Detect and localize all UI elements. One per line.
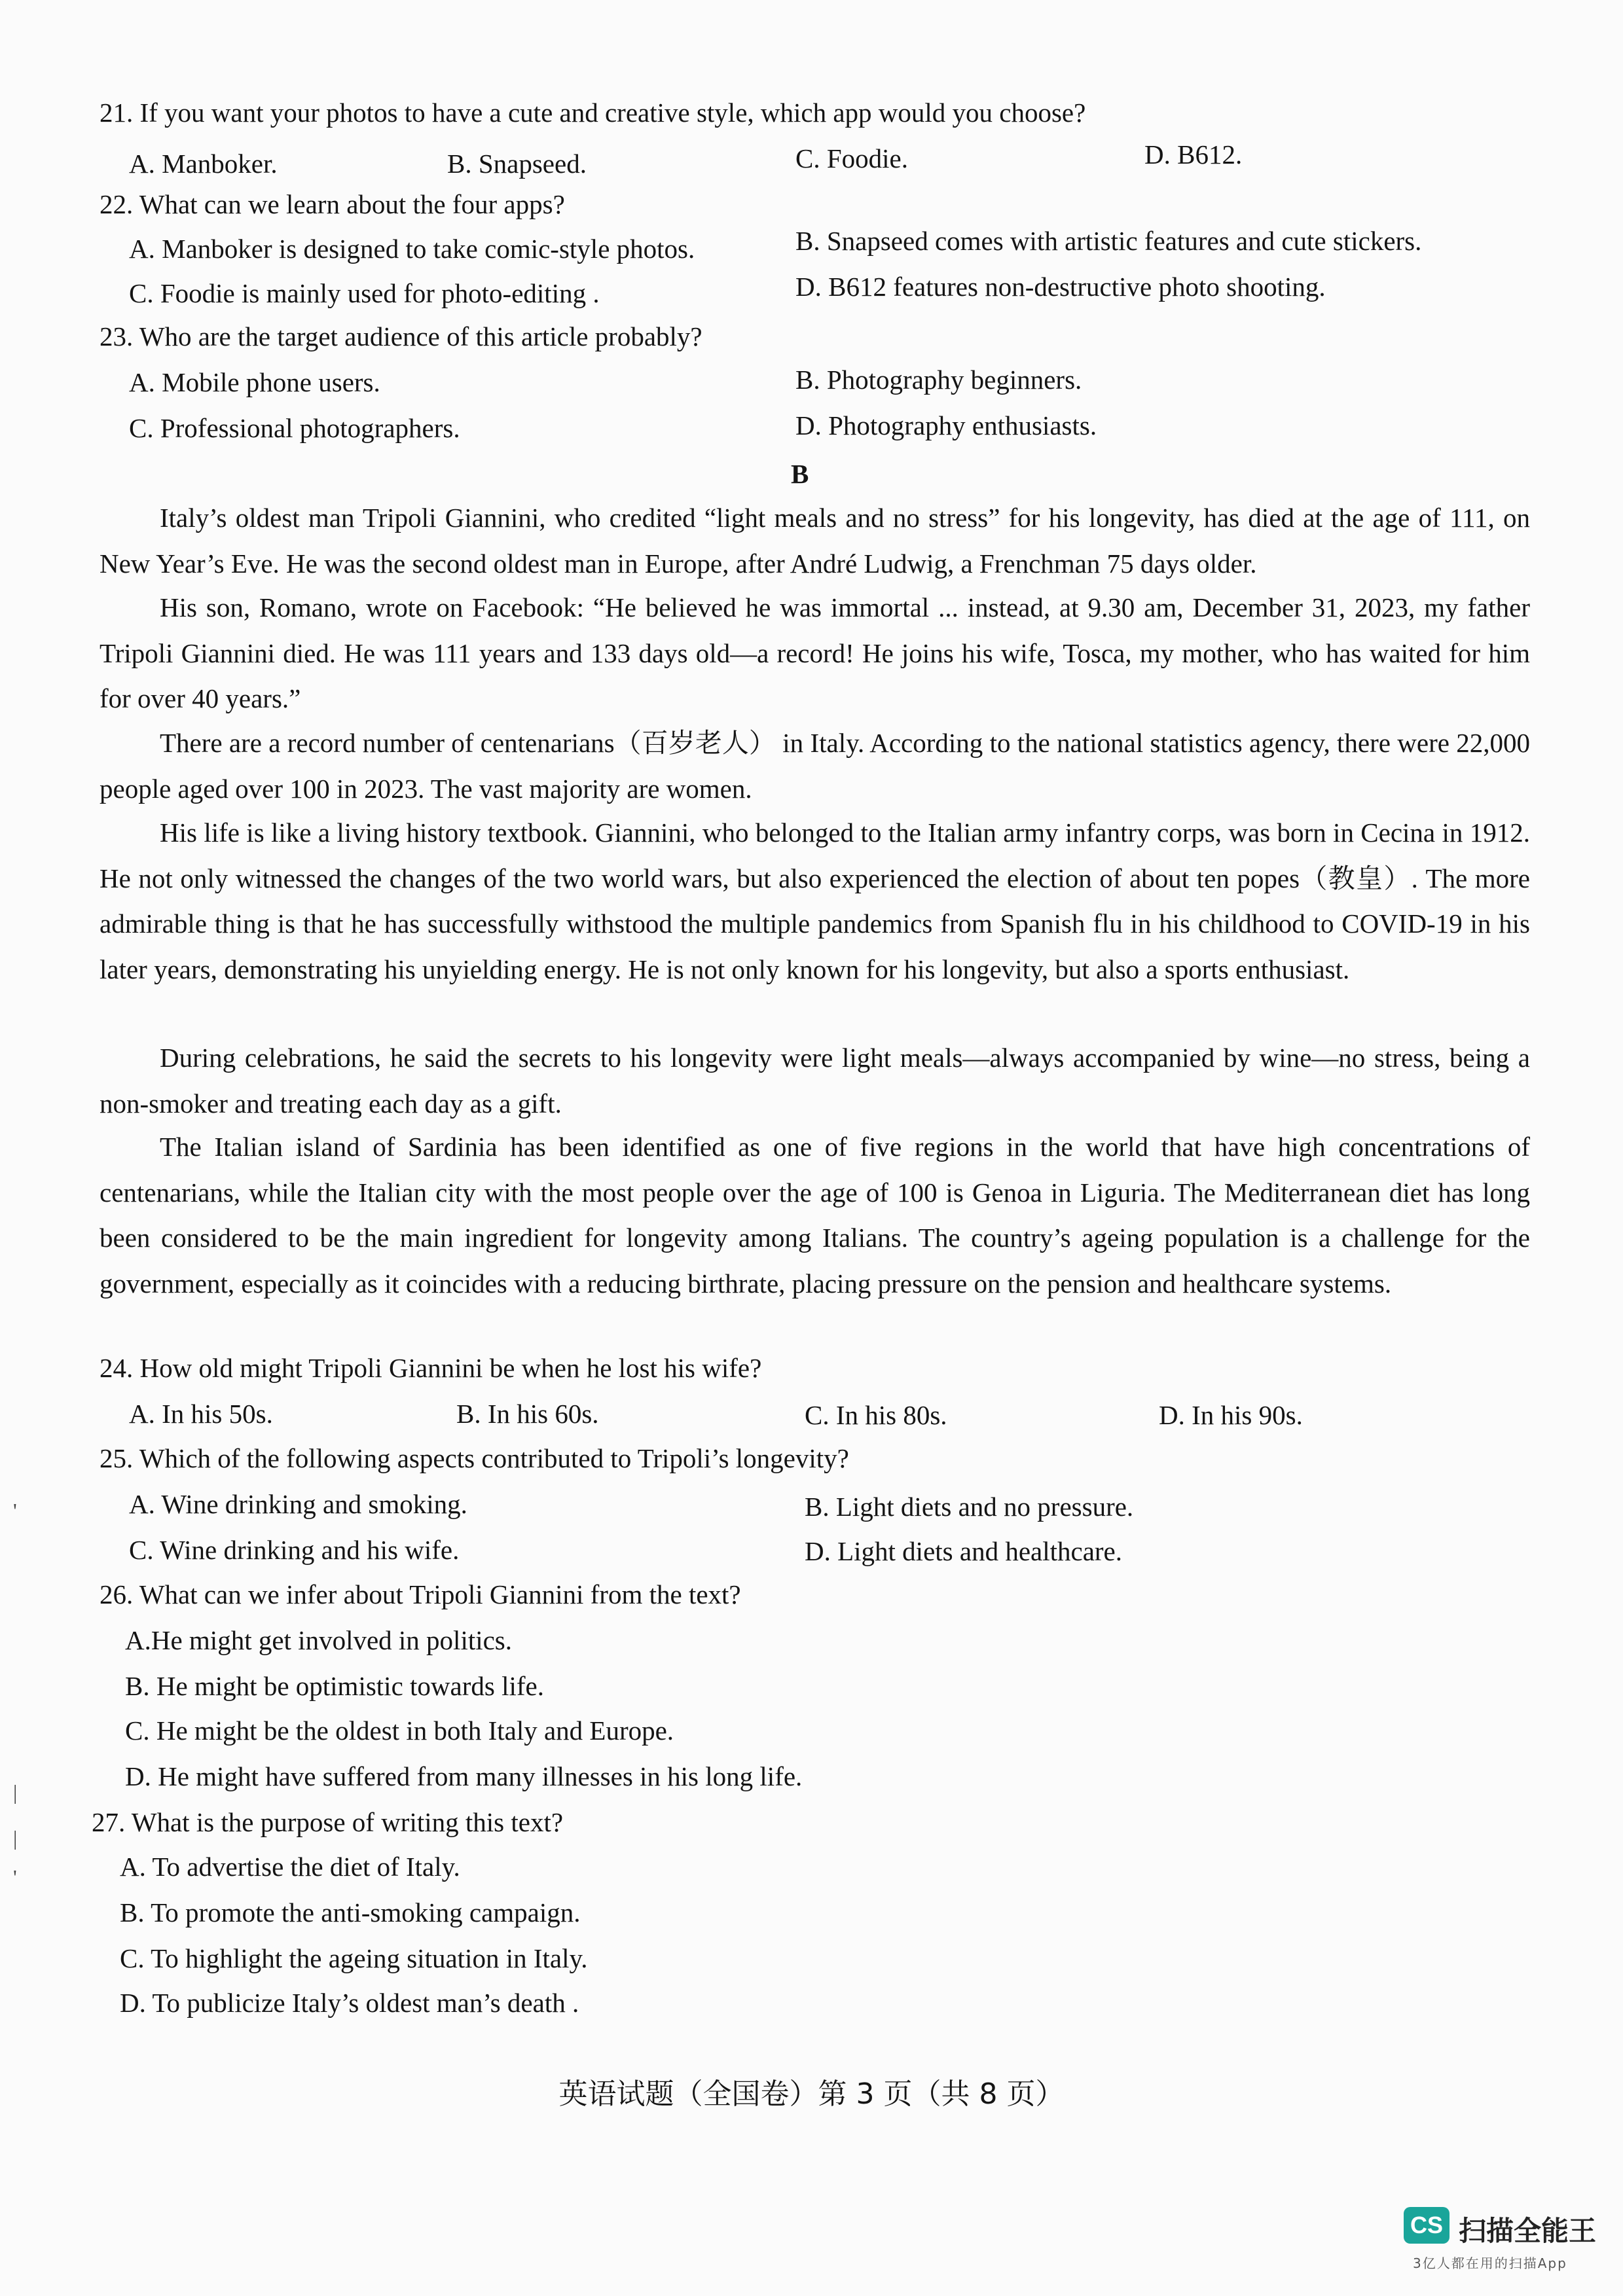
question-27-option-c: C. To highlight the ageing situation in Italy. <box>120 1943 588 1973</box>
passage-paragraph-2: His son, Romano, wrote on Facebook: “He believed he was immortal ... instead, at 9.30 am, December 31, 2023, my father Tripoli Giannini died. He was 111 years and 133 days old—a record! He joins his wife, Tosca, my mother, who has waited for him for over 40 years.” <box>100 592 1530 713</box>
question-26-option-b: B. He might be optimistic towards life. <box>125 1671 544 1701</box>
question-21-stem: 21. If you want your photos to have a cute and creative style, which app would you choose? <box>100 98 1086 128</box>
question-23-stem: 23. Who are the target audience of this article probably? <box>100 321 702 351</box>
passage-paragraph-4: His life is like a living history textbook. Giannini, who belonged to the Italian army infantry corps, was born in Cecina in 1912. He not only witnessed the changes of the two world wars, but also experienced the election of about ten popes（教皇）. The more admirable thing is that he has successfully withstood the multiple pandemics from Spanish flu in his childhood to COVID-19 in his later years, demonstrating his unyielding energy. He is not only known for his longevity, but also a sports enthusiast. <box>100 817 1530 984</box>
question-25-option-d: D. Light diets and healthcare. <box>805 1536 1122 1566</box>
scan-mark: ' <box>13 1499 17 1522</box>
scan-mark: | <box>13 1780 18 1804</box>
scan-mark: | <box>13 1826 18 1850</box>
camscanner-logo-icon: CS <box>1404 2207 1450 2244</box>
question-26-option-a: A.He might get involved in politics. <box>125 1625 513 1655</box>
question-23-option-b: B. Photography beginners. <box>795 365 1082 395</box>
question-23-option-a: A. Mobile phone users. <box>129 367 380 397</box>
question-25-option-a: A. Wine drinking and smoking. <box>129 1489 467 1519</box>
question-24-stem: 24. How old might Tripoli Giannini be when he lost his wife? <box>100 1353 762 1383</box>
scan-mark: ' <box>13 1865 17 1889</box>
watermark-brand: 扫描全能王 <box>1459 2215 1597 2247</box>
page-footer: 英语试题（全国卷）第 3 页（共 8 页） <box>558 2077 1065 2111</box>
question-21-option-d: D. B612. <box>1144 139 1243 170</box>
question-23-option-c: C. Professional photographers. <box>129 413 460 443</box>
passage-paragraph-3: There are a record number of centenarians（百岁老人） in Italy. According to the national statistics agency, there were 22,000 people aged over 100 in 2023. The vast majority are women. <box>100 728 1530 804</box>
question-22-option-a: A. Manboker is designed to take comic-style photos. <box>129 234 695 264</box>
question-22-stem: 22. What can we learn about the four apps? <box>100 189 565 219</box>
question-27-stem: 27. What is the purpose of writing this text? <box>92 1807 564 1837</box>
question-21-option-b: B. Snapseed. <box>447 149 587 179</box>
question-27-option-a: A. To advertise the diet of Italy. <box>120 1852 460 1882</box>
question-25-option-c: C. Wine drinking and his wife. <box>129 1535 460 1565</box>
scanner-watermark <box>1404 2207 1613 2272</box>
passage-paragraph-5: During celebrations, he said the secrets to his longevity were light meals—always accompanied by wine—no stress, being a non-smoker and treating each day as a gift. <box>100 1043 1530 1119</box>
question-25-option-b: B. Light diets and no pressure. <box>805 1492 1134 1522</box>
question-26-option-d: D. He might have suffered from many illnesses in his long life. <box>125 1761 803 1791</box>
watermark-tagline: 3亿人都在用的扫描App <box>1413 2255 1567 2271</box>
question-23-option-d: D. Photography enthusiasts. <box>795 410 1097 440</box>
question-22-option-d: D. B612 features non-destructive photo shooting. <box>795 272 1326 302</box>
question-24-option-a: A. In his 50s. <box>129 1399 273 1429</box>
question-26-stem: 26. What can we infer about Tripoli Giannini from the text? <box>100 1579 741 1609</box>
question-24-option-d: D. In his 90s. <box>1159 1400 1303 1430</box>
question-27-option-b: B. To promote the anti-smoking campaign. <box>120 1897 581 1928</box>
question-27-option-d: D. To publicize Italy’s oldest man’s death . <box>120 1988 579 2018</box>
section-heading: B <box>791 459 809 489</box>
question-24-option-c: C. In his 80s. <box>805 1400 947 1430</box>
question-24-option-b: B. In his 60s. <box>456 1399 599 1429</box>
question-21-option-c: C. Foodie. <box>795 143 908 173</box>
passage-paragraph-6: The Italian island of Sardinia has been identified as one of five regions in the world that have high concentrations of centenarians, while the Italian city with the most people over the age of 100 is Genoa in Liguria. The Mediterranean diet has long been considered to be the main ingredient for longevity among Italians. The country’s ageing population is a challenge for the government, especially as it coincides with a reducing birthrate, placing pressure on the pension and healthcare systems. <box>100 1132 1530 1299</box>
question-26-option-c: C. He might be the oldest in both Italy and Europe. <box>125 1715 674 1746</box>
question-22-option-c: C. Foodie is mainly used for photo-editing . <box>129 278 600 308</box>
question-22-option-b: B. Snapseed comes with artistic features and cute stickers. <box>795 226 1422 256</box>
question-25-stem: 25. Which of the following aspects contributed to Tripoli’s longevity? <box>100 1443 849 1473</box>
passage-paragraph-1: Italy’s oldest man Tripoli Giannini, who credited “light meals and no stress” for his longevity, has died at the age of 111, on New Year’s Eve. He was the second oldest man in Europe, after André Ludwig, a Frenchman 75 days older. <box>100 503 1530 579</box>
question-21-option-a: A. Manboker. <box>129 149 278 179</box>
